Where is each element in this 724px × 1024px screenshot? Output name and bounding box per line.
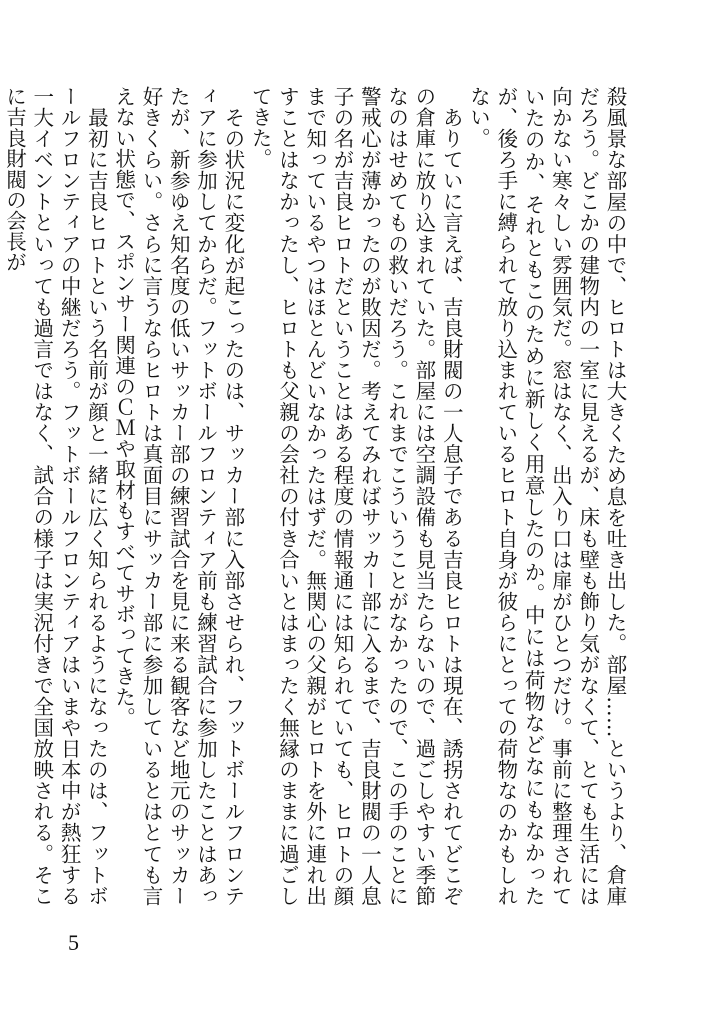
paragraph-1: 殺風景な部屋の中で、ヒロトは大きくため息を吐き出した。部屋……というより、倉庫だろう。どこかの建物内の一室に見えるが、床も壁も飾り気がなくて、とても生活には向かない寒々しい雰囲気だ。窓はなく、出入り口は扉がひとつだけ。事前に整理されていたのか、それともこのために新しく用意したのか。中には荷物などなにもなかったが、後ろ手に縛られて放り込まれているヒロト自身が彼らにとっての荷物なのかもしれない。 — [466, 86, 627, 906]
paragraph-4: 最初に吉良ヒロトという名前が顔と一緒に広く知られるようになったのは、フットボールフロンティアの中継だろう。フットボールフロンティアはいまや日本中が熱狂する一大イベントといっても過言ではなく、試合の様子は実況付きで全国放映される。そこに吉良財閥の会長が — [2, 86, 109, 906]
body-text — [2, 86, 628, 906]
page-number: 5 — [68, 930, 79, 955]
paragraph-3: その状況に変化が起こったのは、サッカー部に入部させられ、フットボールフロンティアに参加してからだ。フットボールフロンティア前も練習試合に参加したことはあったが、新参ゆえ知名度の低いサッカー部の練習試合を見に来る観客など地元のサッカー好きくらい。さらに言うならヒロトは真面目にサッカー部に参加しているとはとても言えない状態で、スポンサー関連のＣＭや取材もすべてサボってきた。 — [111, 86, 245, 906]
paragraph-2: ありていに言えば、吉良財閥の一人息子である吉良ヒロトは現在、誘拐されてどこぞの倉庫に放り込まれていた。部屋には空調設備も見当たらないので、過ごしやすい季節なのはせめてもの救いだろう。これまでこういうことがなかったので、この手のことに警戒心が薄かったのが敗因だ。考えてみればサッカー部に入るまで、吉良財閥の一人息子の名が吉良ヒロトだということはある程度の情報通には知られていても、ヒロトの顔まで知っているやつはほとんどいなかったはずだ。無関心の父親がヒロトを外に連れ出すことはなかったし、ヒロトも父親の会社の付き合いとはまったく無縁のままに過ごしてきた。 — [248, 86, 464, 906]
